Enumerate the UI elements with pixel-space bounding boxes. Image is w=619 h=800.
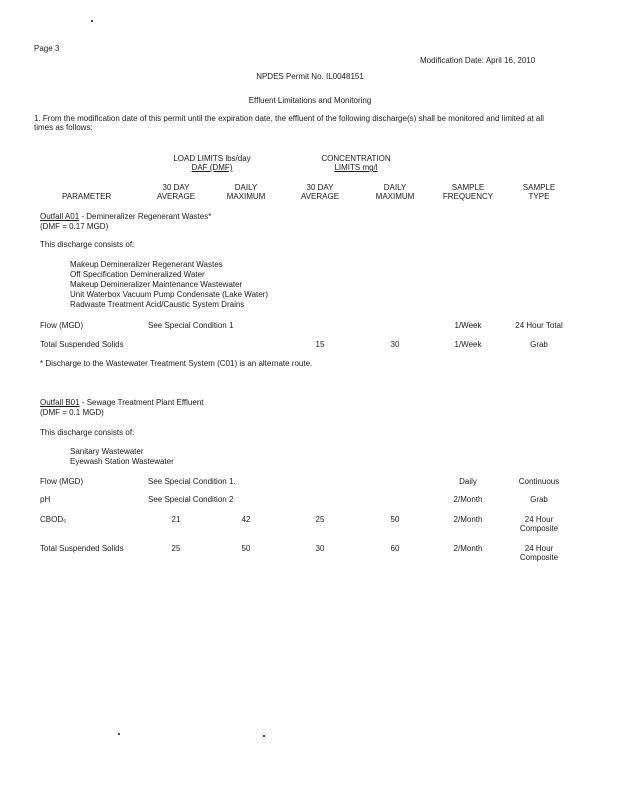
permit-number: NPDES Permit No. IL0048151 bbox=[256, 72, 364, 81]
list-item: Unit Waterbox Vacuum Pump Condensate (Lake Water) bbox=[70, 290, 269, 299]
scan-speck bbox=[263, 735, 265, 737]
outfall-a01-footnote: * Discharge to the Wastewater Treatment System (C01) is an alternate route. bbox=[40, 359, 313, 368]
table-row-ldaily: 42 bbox=[241, 515, 251, 524]
col-parameter: PARAMETER bbox=[62, 192, 112, 201]
section-title: Effluent Limitations and Monitoring bbox=[248, 96, 372, 105]
table-row-type: 24 Hour Total bbox=[515, 321, 563, 330]
outfall-b01-dmf: (DMF = 0.1 MGD) bbox=[40, 408, 104, 417]
concentration-sub: LIMITS mg/l bbox=[334, 163, 378, 172]
table-row-freq: Daily bbox=[459, 477, 477, 486]
scan-speck bbox=[91, 20, 93, 22]
table-row-daily: 60 bbox=[390, 544, 400, 553]
table-row-l30: 21 bbox=[171, 515, 181, 524]
concentration-title: CONCENTRATION bbox=[321, 154, 391, 163]
table-row-freq: 1/Week bbox=[454, 321, 482, 330]
col-daily-load: DAILY MAXIMUM bbox=[226, 183, 266, 202]
table-row-c30: 25 bbox=[315, 515, 325, 524]
table-row-daily: 50 bbox=[390, 515, 400, 524]
table-row-param: Total Suspended Solids bbox=[40, 340, 124, 349]
outfall-a01-dmf: (DMF = 0.17 MGD) bbox=[40, 222, 109, 231]
col-sample-frequency: SAMPLE FREQUENCY bbox=[442, 183, 494, 202]
list-item: Eyewash Station Wastewater bbox=[70, 457, 174, 466]
list-item: Makeup Demineralizer Maintenance Wastewater bbox=[70, 280, 243, 289]
table-row-param: CBOD₅ bbox=[40, 515, 67, 524]
table-row-type: 24 Hour Composite bbox=[519, 544, 559, 563]
table-row-param: Flow (MGD) bbox=[40, 321, 84, 330]
table-row-param: Total Suspended Solids bbox=[40, 544, 124, 553]
table-row-param: pH bbox=[40, 495, 51, 504]
table-row-note: See Special Condition 1. bbox=[148, 477, 236, 486]
table-row-note: See Special Condition 1 bbox=[148, 321, 234, 330]
outfall-a01-consists: This discharge consists of: bbox=[40, 240, 135, 249]
col-30day-conc: 30 DAY AVERAGE bbox=[300, 183, 340, 202]
col-30day-load: 30 DAY AVERAGE bbox=[156, 183, 196, 202]
outfall-b01-heading: Outfall B01 - Sewage Treatment Plant Effluent bbox=[40, 398, 204, 407]
table-row-ldaily: 50 bbox=[241, 544, 251, 553]
table-row-param: Flow (MGD) bbox=[40, 477, 84, 486]
load-limits-title: LOAD LIMITS lbs/day bbox=[173, 154, 251, 163]
table-row-l30: 25 bbox=[171, 544, 181, 553]
table-row-type: Continuous bbox=[518, 477, 560, 486]
table-row-c30: 30 bbox=[315, 544, 325, 553]
col-daily-conc: DAILY MAXIMUM bbox=[375, 183, 415, 202]
table-row-type: Grab bbox=[530, 495, 548, 504]
outfall-a01-items bbox=[70, 260, 268, 310]
list-item: Radwaste Treatment Acid/Caustic System Drains bbox=[70, 300, 245, 309]
table-row-daily: 30 bbox=[390, 340, 400, 349]
list-item: Makeup Demineralizer Regenerant Wastes bbox=[70, 260, 223, 269]
scan-speck bbox=[118, 733, 120, 735]
table-row-freq: 2/Month bbox=[453, 515, 483, 524]
table-row-c30: 15 bbox=[315, 340, 325, 349]
table-row-note: See Special Condition 2 bbox=[148, 495, 234, 504]
load-limits-sub: DAF (DMF) bbox=[191, 163, 233, 172]
table-row-freq: 1/Week bbox=[454, 340, 482, 349]
table-row-type: Grab bbox=[530, 340, 548, 349]
outfall-a01-heading: Outfall A01 - Demineralizer Regenerant Wastes* bbox=[40, 212, 212, 221]
col-sample-type: SAMPLE TYPE bbox=[522, 183, 556, 202]
table-row-freq: 2/Month bbox=[453, 495, 483, 504]
outfall-b01-items bbox=[70, 447, 174, 467]
table-row-freq: 2/Month bbox=[453, 544, 483, 553]
outfall-b01-consists: This discharge consists of: bbox=[40, 428, 135, 437]
intro-paragraph: 1. From the modification date of this permit until the expiration date, the effluent of the following discharge(s) shall be monitored and limited at all times as follows: bbox=[34, 114, 544, 133]
page-number: Page 3 bbox=[34, 44, 60, 53]
list-item: Sanitary Wastewater bbox=[70, 447, 144, 456]
list-item: Off Specification Demineralized Water bbox=[70, 270, 205, 279]
modification-date: Modification Date: April 16, 2010 bbox=[420, 56, 536, 65]
table-row-type: 24 Hour Composite bbox=[519, 515, 559, 534]
